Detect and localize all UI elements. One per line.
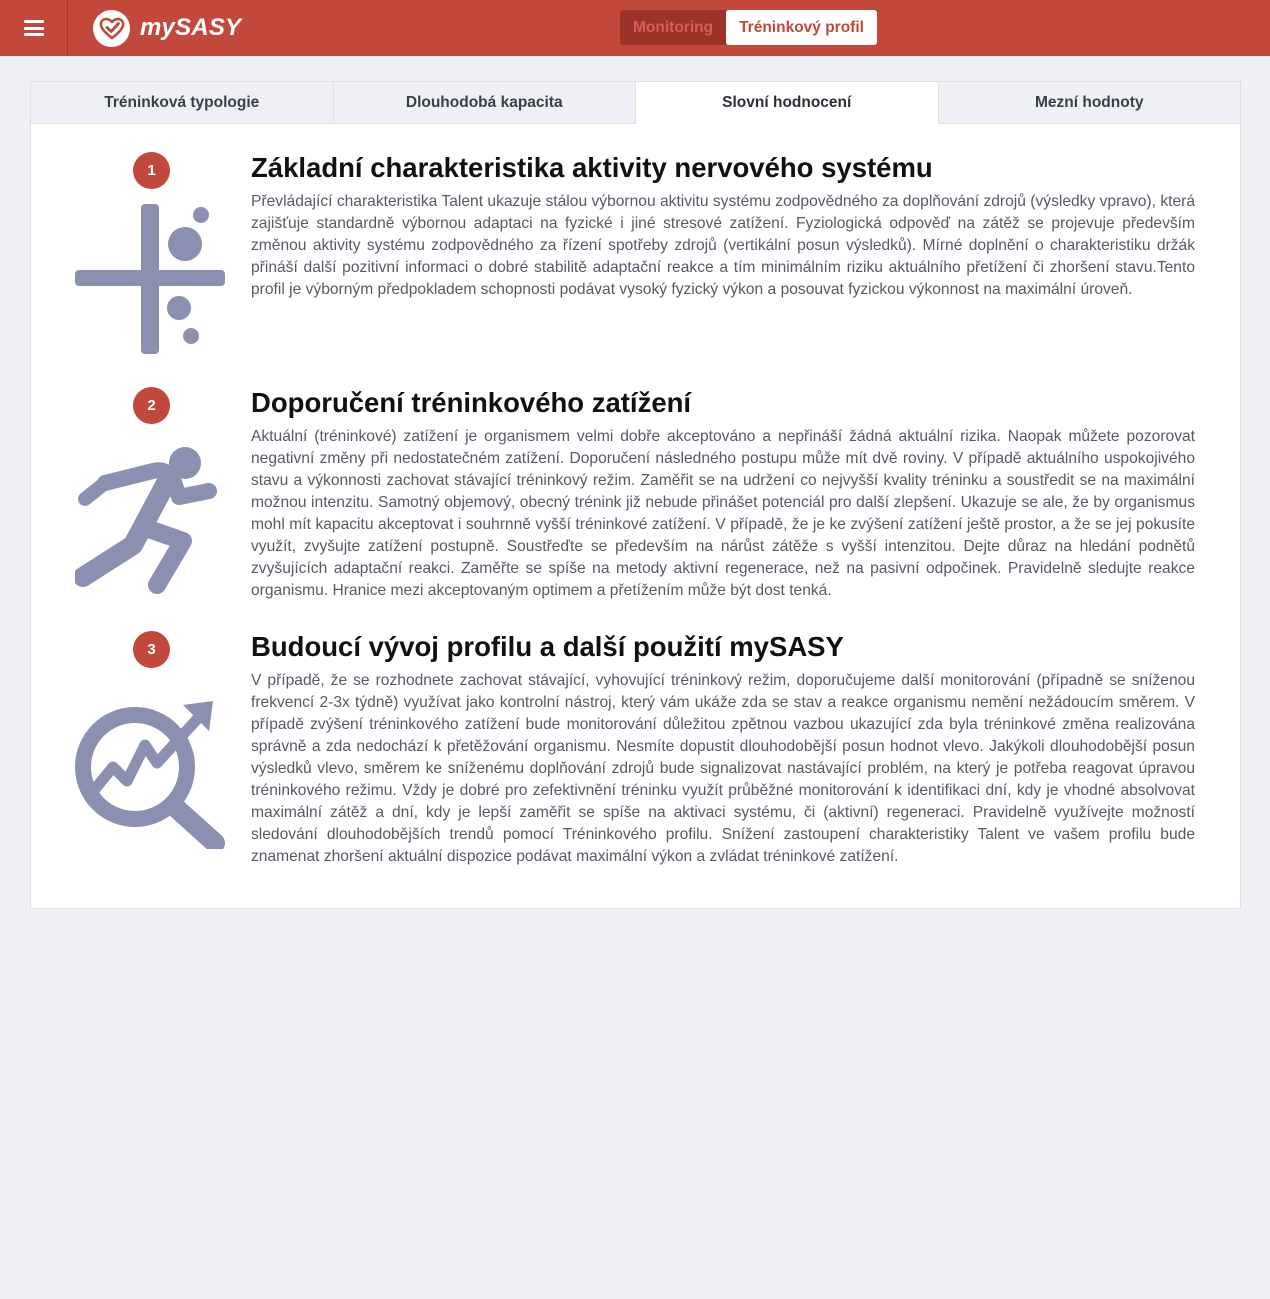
- content-panel: [30, 81, 1241, 909]
- top-bar: [0, 0, 1270, 56]
- monitoring-button[interactable]: Monitoring: [620, 10, 726, 45]
- tab-verbal-evaluation[interactable]: Slovní hodnocení: [636, 82, 939, 124]
- quadrant-dots-icon: [75, 204, 227, 361]
- training-profile-button[interactable]: Tréninkový profil: [726, 10, 877, 45]
- section-title: Základní charakteristika aktivity nervového systému: [251, 152, 933, 183]
- tab-training-typology[interactable]: Tréninková typologie: [31, 82, 334, 123]
- heart-check-icon: [93, 10, 130, 47]
- tab-long-term-capacity[interactable]: Dlouhodobá kapacita: [334, 82, 637, 123]
- section-title: Doporučení tréninkového zatížení: [251, 387, 692, 418]
- section-number-badge: 3: [133, 631, 170, 668]
- tab-bar: [31, 82, 1240, 124]
- section-text: Převládající charakteristika Talent ukazuje stálou výbornou aktivitu systému zodpovědného za doplňování zdrojů (výsledky vpravo), která zajišťuje standardně výbornou adaptaci na fyzické i jiné stresové zatížení. Fyziologická odpověď na zátěž se projevuje především změnou aktivity systému zodpovědného za řízení spotřeby zdrojů (vertikální posun výsledků). Mírné doplnění o charakteristiku držák přináší další pozitivní informaci o dobré stabilitě adaptační reakce a tím minimálním riziku aktuálního přetížení či zhoršení stavu.Tento profil je výborným předpokladem schopnosti podávat vysoký fyzický výkon a posouvat fyzickou výkonnost na maximální úroveň.: [251, 193, 1195, 298]
- hamburger-icon: [24, 20, 44, 36]
- section-title: Budoucí vývoj profilu a další použití mySASY: [251, 631, 844, 662]
- trend-magnifier-icon: [75, 697, 227, 854]
- brand-name: mySASY: [140, 14, 242, 41]
- section-text: V případě, že se rozhodnete zachovat stávající, vyhovující tréninkový režim, doporučujeme další monitorování (případně se sníženou frekvencí 2-3x týdně) využívat jako kontrolní nástroj, který vám ukáže zda se stav a reakce organismu nemění nežádoucím směrem. V případě zvýšení tréninkového zatížení bude monitorování důležitou zpětnou vazbou ukazující zda byla tréninkové změna realizována správně a zda nedochází k přetěžování organismu. Nesmíte dopustit dlouhodobější posun hodnot vlevo. Jakýkoli dlouhodobější posun výsledků vlevo, směrem ke sníženému doplňování zdrojů bude signalizovat nastávající problém, na který je potřeba reagovat úpravou tréninkového režimu. Vždy je dobré pro zefektivnění tréninku využít průběžné monitorování k identifikaci dní, kdy je vhodné absolvovat maximální zátěž a dní, kdy je lepší zaměřit se spíše na aktivaci systému, či (aktivní) regeneraci. Pravidelně využívejte možností sledování dlouhodobějších trendů pomocí Tréninkového profilu. Snížení zastoupení charakteristiky Talent ve vašem profilu bude znamenat zhoršení aktuální dispozice podávat maximální výkon a zvládat tréninkové zatížení.: [251, 672, 1195, 865]
- section-number-badge: 2: [133, 387, 170, 424]
- menu-button[interactable]: [0, 0, 68, 56]
- section-text: Aktuální (tréninkové) zatížení je organismem velmi dobře akceptováno a nepřináší žádná aktuální rizika. Naopak můžete pozorovat negativní změny při nedostatečném zatížení. Doporučení následného postupu může mít dvě roviny. V případě aktuálního uspokojivého stavu a výkonnosti zachovat stávající tréninkový režim. Zaměřit se na udržení co nejvyšší kvality tréninku a soustředit se na maximální možnou intenzitu. Samotný objemový, obecný trénink již nebude přinášet potenciál pro další zlepšení. Ukazuje se ale, že by organismus mohl mít kapacitu akceptovat i souhrnně vyšší tréninkové zatížení. V případě, že je ke zvýšení zatížení ještě prostor, a že se jej pokusíte využít, zvyšujte zatížení postupně. Soustřeďte se především na nárůst zátěže s vyšší intenzitou. Dejte důraz na hledání podnětů zvyšujících adaptační reakci. Zaměřte se spíše na metody aktivní regenerace, než na pasivní odpočinek. Pravidelně sledujte reakce organismu. Hranice mezi akceptovaným optimem a přetížením může být dost tenká.: [251, 428, 1195, 599]
- view-toggle: [620, 10, 877, 45]
- logo[interactable]: [93, 9, 241, 47]
- section-number-badge: 1: [133, 152, 170, 189]
- tab-limit-values[interactable]: Mezní hodnoty: [1035, 93, 1144, 111]
- running-person-icon: [75, 445, 227, 600]
